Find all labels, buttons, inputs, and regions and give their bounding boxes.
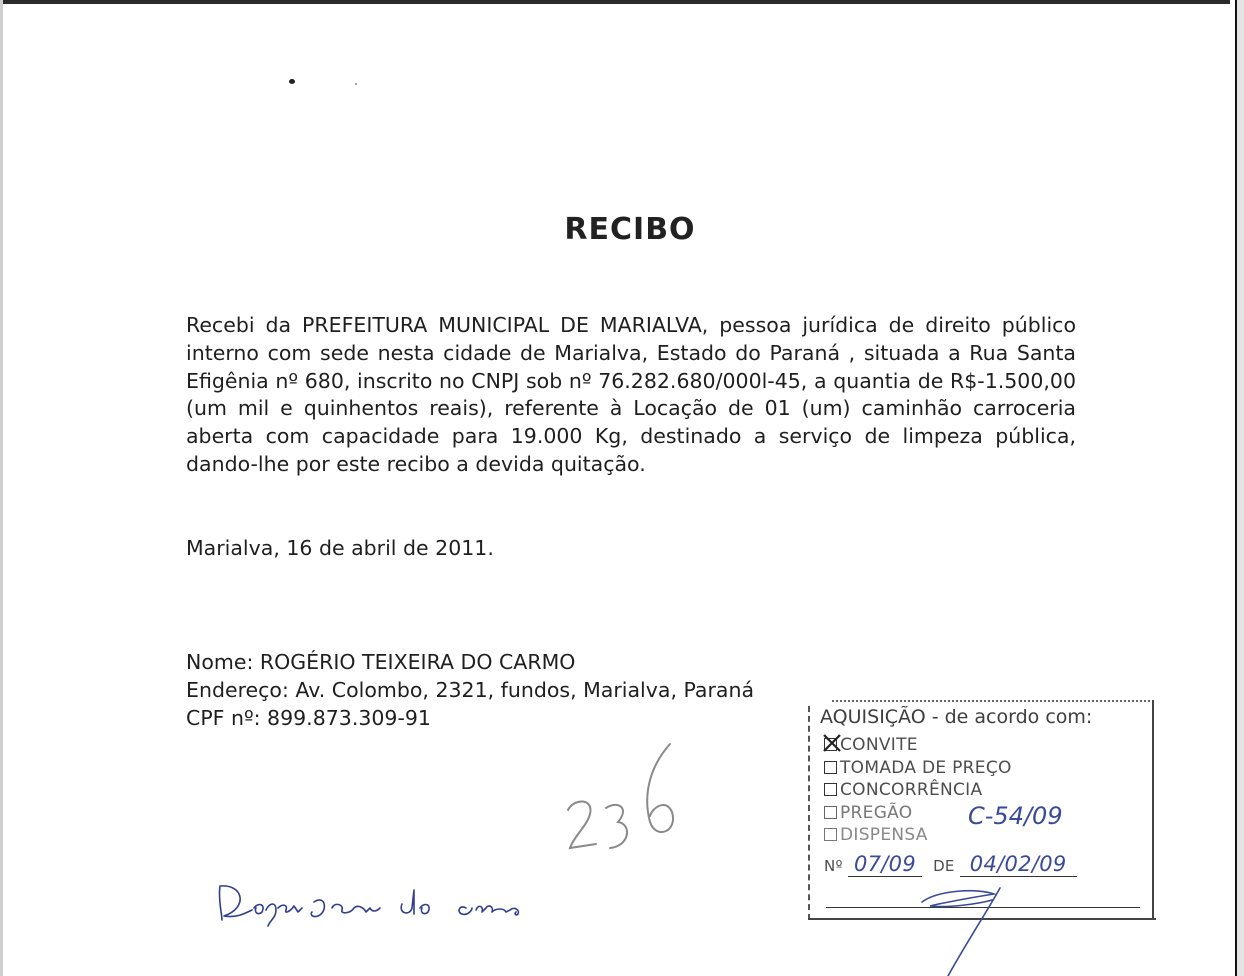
- payee-name: Nome: ROGÉRIO TEIXEIRA DO CARMO: [186, 650, 576, 674]
- handwritten-number: [560, 730, 690, 860]
- handwritten-process-code: C-54/09: [968, 802, 1063, 830]
- document-title: RECIBO: [564, 212, 696, 247]
- stamp-option-concorrencia: [824, 780, 982, 800]
- stamp-option-pregao: [824, 803, 913, 823]
- stamp-header: AQUISIÇÃO - de acordo com:: [820, 706, 1093, 728]
- stamp-option-dispensa: [824, 825, 928, 845]
- signature: [214, 874, 554, 934]
- stamp-option-convite: [824, 735, 918, 755]
- stamp-signature: [908, 880, 1018, 976]
- scan-speck: [289, 79, 295, 84]
- stamp-option-label: DISPENSA: [840, 825, 928, 845]
- stamp-option-label: TOMADA DE PREÇO: [840, 758, 1012, 778]
- stamp-left-border: [808, 706, 812, 920]
- receipt-body-text: Recebi da PREFEITURA MUNICIPAL DE MARIALVA, pessoa jurídica de direito público interno com sede nesta cidade de Marialva, Estado do Paraná , situada a Rua Santa Efigênia nº 680, inscrito no CNPJ sob nº 76.282.680/000l-45, a quantia de R$-1.500,00 (um mil e quinhentos reais), referente à Locação de 01 (um) caminhão carroceria aberta com capacidade para 19.000 Kg, destinado a serviço de limpeza pública, dando-lhe por este recibo a devida quitação.: [186, 313, 1076, 476]
- scan-left-edge: [0, 0, 3, 976]
- stamp-right-border: [1152, 700, 1154, 920]
- checked-box-icon: [824, 738, 837, 751]
- checkbox-icon: [824, 828, 837, 841]
- checkbox-icon: [824, 761, 837, 774]
- stamp-option-label: CONVITE: [840, 735, 918, 755]
- date-prefix: DE: [933, 857, 955, 875]
- stamp-top-border: [832, 700, 1154, 703]
- stamp-option-label: CONCORRÊNCIA: [840, 780, 983, 800]
- stamp-option-tomada: [824, 758, 1012, 778]
- scan-right-edge: [1230, 0, 1244, 976]
- acquisition-stamp: [808, 700, 1154, 918]
- scan-top-edge: [0, 0, 1244, 4]
- scan-speck: [355, 83, 357, 85]
- checkbox-icon: [824, 806, 837, 819]
- handwritten-number-value: 07/09: [848, 852, 922, 877]
- stamp-number-line: [824, 852, 1077, 876]
- payee-address: Endereço: Av. Colombo, 2321, fundos, Marialva, Paraná: [186, 678, 755, 702]
- handwritten-date-value: 04/02/09: [960, 852, 1077, 877]
- place-and-date: Marialva, 16 de abril de 2011.: [186, 536, 494, 560]
- payee-cpf: CPF nº: 899.873.309-91: [186, 706, 431, 730]
- checkbox-icon: [824, 783, 837, 796]
- number-prefix: Nº: [824, 857, 843, 875]
- stamp-option-label: PREGÃO: [840, 803, 913, 823]
